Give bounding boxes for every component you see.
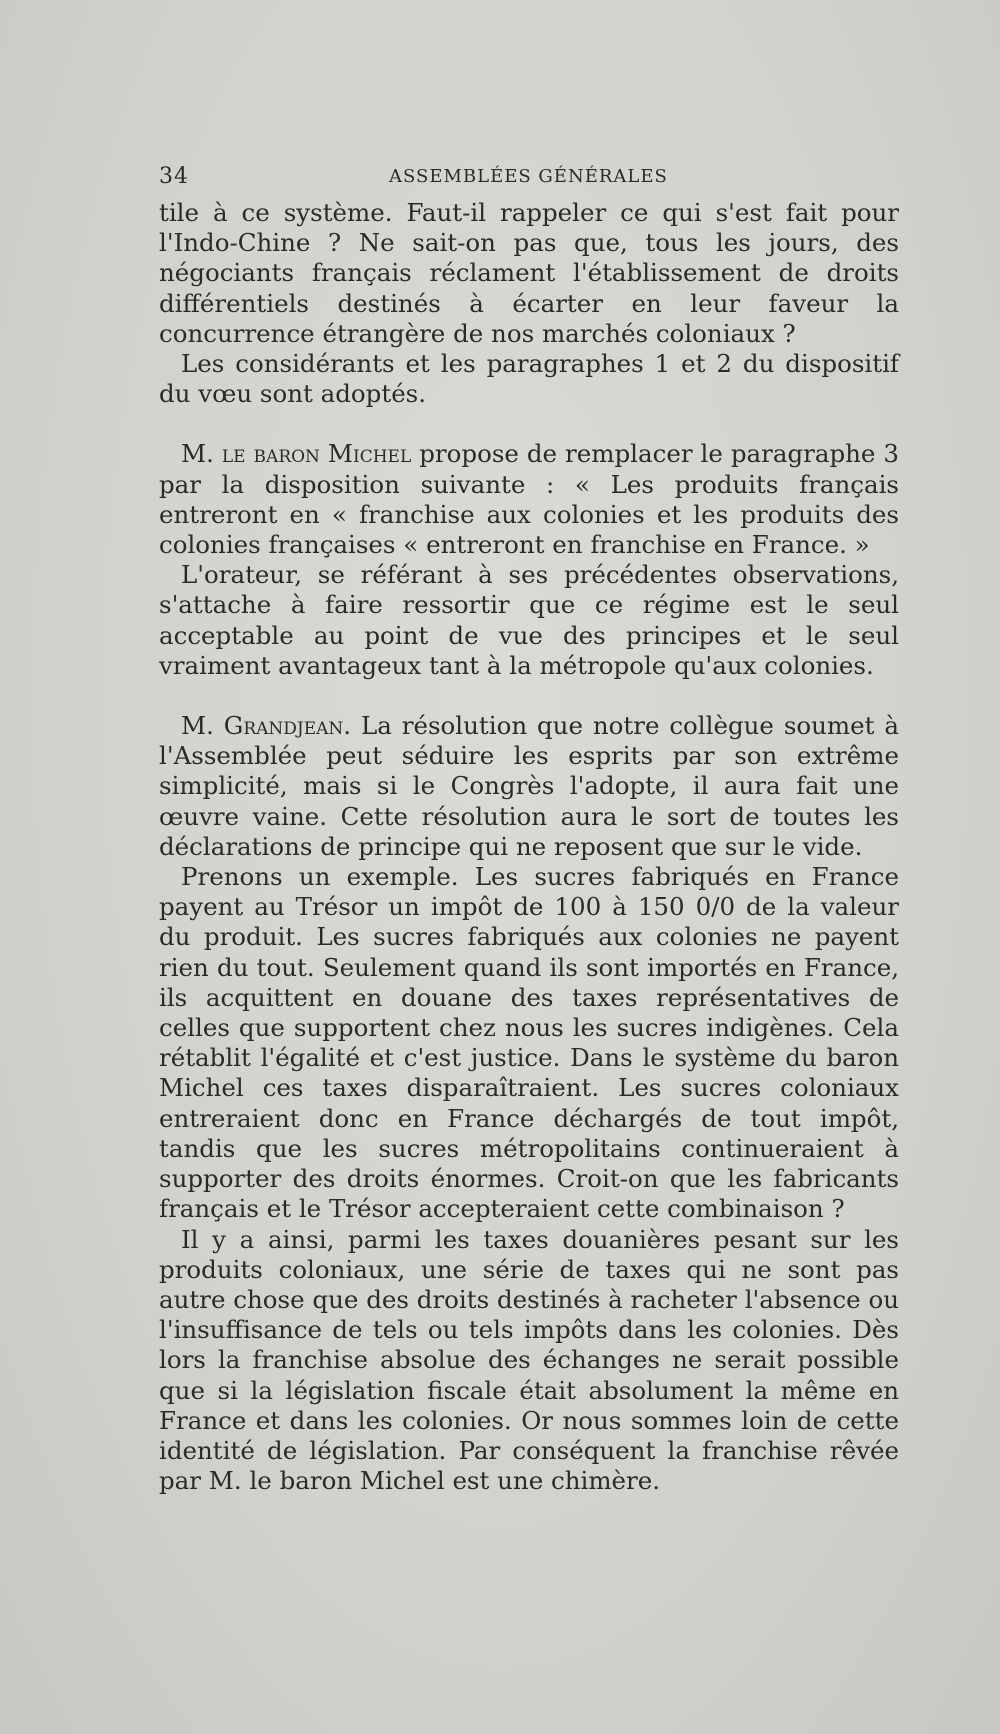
body-text (159, 198, 899, 1496)
paragraph-grandjean (159, 711, 899, 862)
paragraph-conclusion (159, 1225, 899, 1497)
paragraph-michel-proposal (159, 439, 899, 560)
page-header (159, 164, 899, 194)
paragraph-continuation (159, 198, 899, 349)
paragraph-text: La résolution que notre collègue soumet à l'Assemblée peut séduire les esprits par son extrême simplicité, mais si le Congrès l'adopte, il aura fait une œuvre vaine. Cette résolution aura le sort de toutes les déclarations de principe qui ne reposent que sur le vide. (159, 711, 900, 861)
speaker-name: M. Grandjean. (181, 711, 352, 741)
paragraph-text: tile à ce système. Faut-il rappeler ce qui s'est fait pour l'Indo-Chine ? Ne sait-on pas que, tous les jours, des négociants français réclament l'établissement de droits différentiels destinés à écarter en leur faveur la concurrence étrangère de nos marchés coloniaux ? (159, 198, 899, 348)
paragraph-adoption (159, 349, 899, 409)
paragraph-orator (159, 560, 899, 681)
page-number: 34 (159, 164, 189, 189)
paragraph-text: propose de remplacer le paragraphe 3 par la disposition suivante : « Les produits français entreront en « franchise aux colonies et les produits des colonies françaises « entreront en franchise en France. » (159, 439, 899, 560)
paragraph-example (159, 862, 899, 1224)
paragraph-text: Les considérants et les paragraphes 1 et 2 du dispositif du vœu sont adoptés. (159, 349, 899, 409)
paragraph-text: L'orateur, se référant à ses précédentes observations, s'attache à faire ressortir que ce régime est le seul acceptable au point de vue des principes et le seul vraiment avantageux tant à la métropole qu'aux colonies. (159, 560, 899, 680)
paragraph-text: Il y a ainsi, parmi les taxes douanières pesant sur les produits coloniaux, une série de taxes qui ne sont pas autre chose que des droits destinés à racheter l'absence ou l'insuffisance de tels ou tels impôts dans les colonies. Dès lors la franchise absolue des échanges ne serait possible que si la législation fiscale était absolument la même en France et dans les colonies. Or nous sommes loin de cette identité de législation. Par conséquent la franchise rêvée par M. le baron Michel est une chimère. (159, 1224, 899, 1496)
paragraph-text: Prenons un exemple. Les sucres fabriqués en France payent au Trésor un impôt de 100 à 150 0/0 de la valeur du produit. Les sucres fabriqués aux colonies ne payent rien du tout. Seulement quand ils sont importés en France, ils acquittent en douane des taxes représentatives de celles que supportent chez nous les sucres indigènes. Cela rétablit l'égalité et c'est justice. Dans le système du baron Michel ces taxes disparaîtraient. Les sucres coloniaux entreraient donc en France déchargés de tout impôt, tandis que les sucres métropolitains continueraient à supporter des droits énormes. Croit-on que les fabricants français et le Trésor accepteraient cette combinaison ? (159, 862, 899, 1224)
speaker-name: M. le baron Michel (181, 439, 412, 469)
running-head: ASSEMBLÉES GÉNÉRALES (389, 166, 668, 187)
